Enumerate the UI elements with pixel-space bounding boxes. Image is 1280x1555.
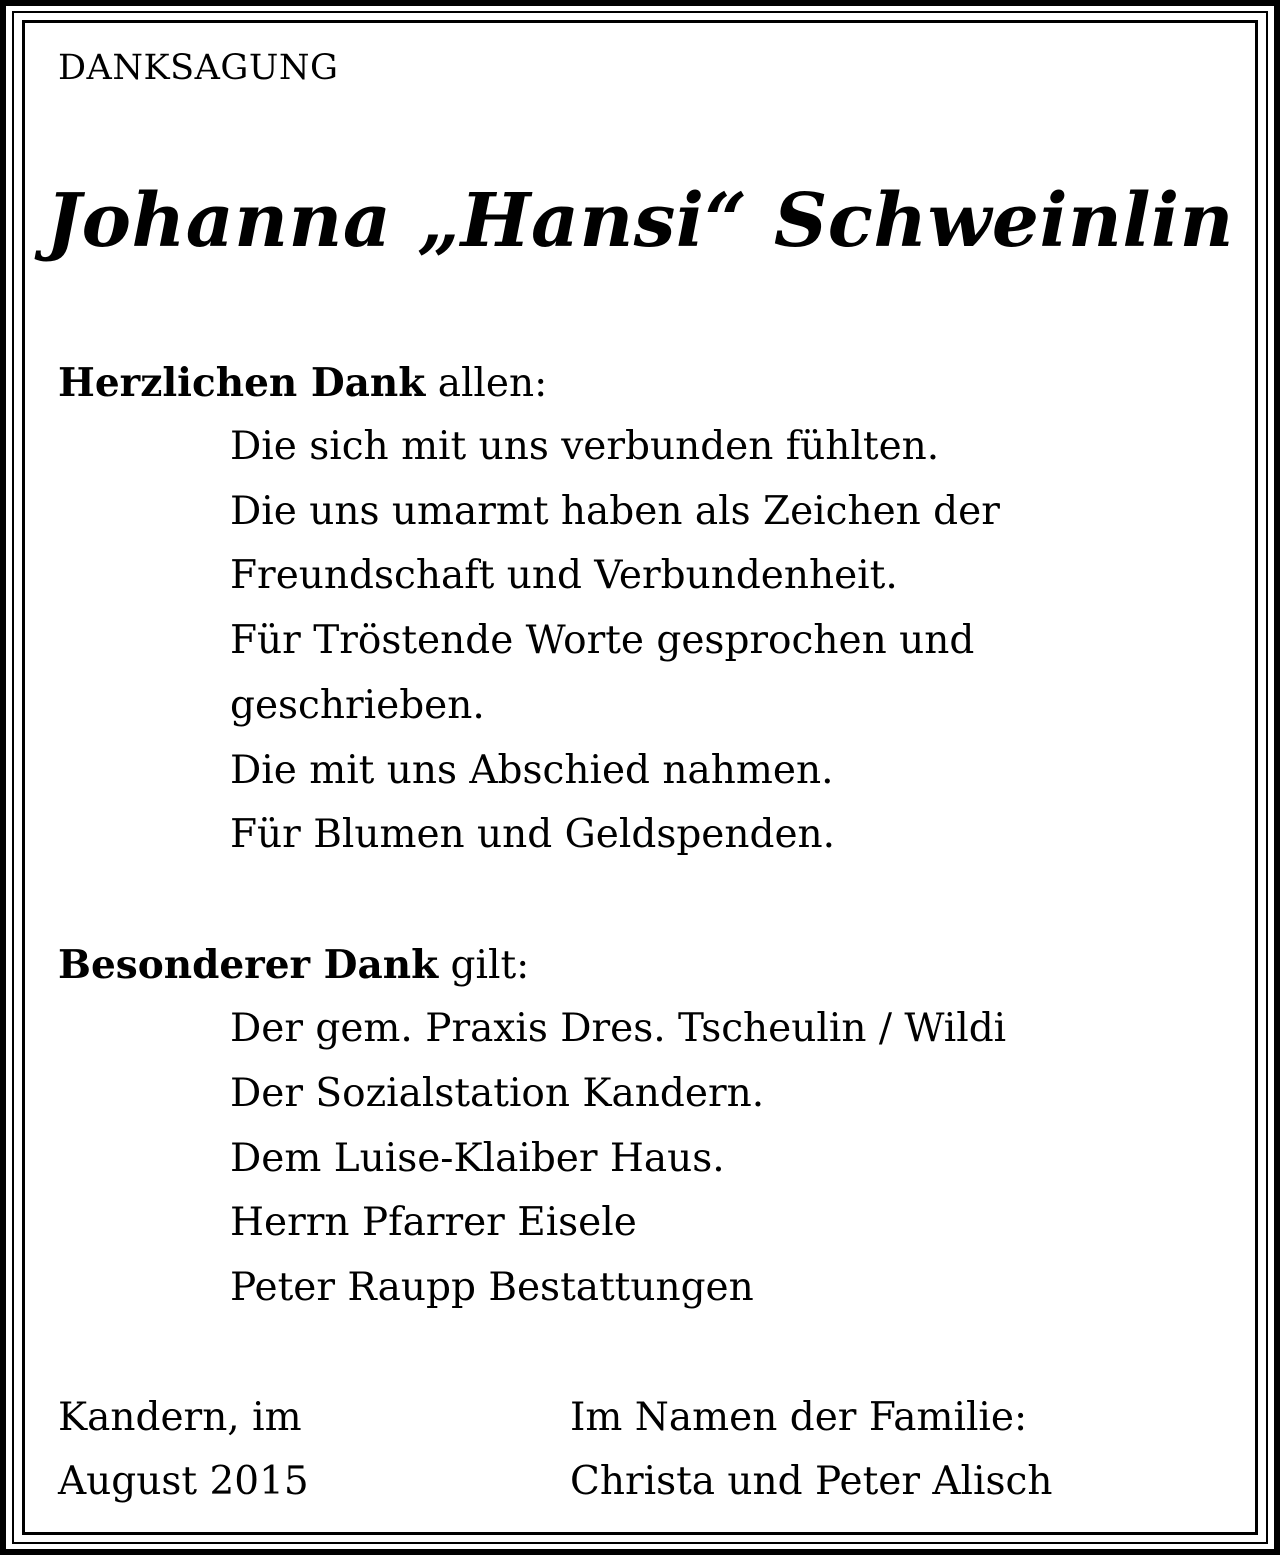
section1-heading-rest: allen:	[425, 361, 548, 406]
footer-date: August 2015	[58, 1459, 309, 1504]
section2-heading	[58, 942, 529, 988]
section1-line: Die sich mit uns verbunden fühlten.	[230, 424, 940, 469]
section1-heading	[58, 360, 547, 406]
footer-signoff: Im Namen der Familie:	[570, 1395, 1028, 1440]
section1-line: Für Tröstende Worte gesprochen und	[230, 618, 975, 663]
section1-line: Für Blumen und Geldspenden.	[230, 812, 836, 857]
section2-heading-bold: Besonderer Dank	[58, 942, 439, 988]
footer-place: Kandern, im	[58, 1395, 302, 1440]
section2-line: Der gem. Praxis Dres. Tscheulin / Wildi	[230, 1006, 1007, 1051]
section2-heading-rest: gilt:	[438, 943, 530, 988]
deceased-name: Johanna „Hansi“ Schweinlin	[46, 178, 1234, 264]
section2-line: Herrn Pfarrer Eisele	[230, 1200, 637, 1245]
section1-line: Die mit uns Abschied nahmen.	[230, 748, 834, 793]
section1-line: Freundschaft und Verbundenheit.	[230, 553, 898, 598]
footer-signatories: Christa und Peter Alisch	[570, 1459, 1053, 1504]
section1-line: Die uns umarmt haben als Zeichen der	[230, 489, 1000, 534]
section2-line: Peter Raupp Bestattungen	[230, 1265, 754, 1310]
section2-line: Der Sozialstation Kandern.	[230, 1071, 765, 1116]
notice-label: DANKSAGUNG	[58, 48, 339, 88]
section2-line: Dem Luise-Klaiber Haus.	[230, 1136, 725, 1181]
section1-heading-bold: Herzlichen Dank	[58, 360, 426, 406]
section1-line: geschrieben.	[230, 683, 485, 728]
